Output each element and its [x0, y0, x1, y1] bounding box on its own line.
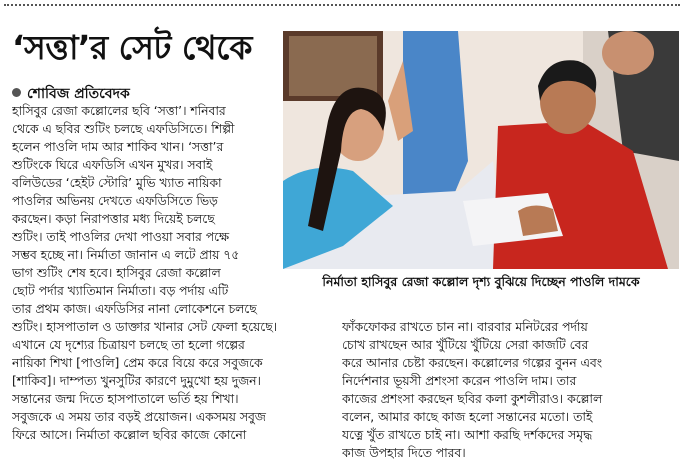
text-line: তার প্রথম কাজ। এফডিসির নানা লোকেশনে চলছে — [12, 302, 257, 316]
bullet-icon — [12, 88, 21, 97]
text-line: ফাঁকফোকর রাখতে চান না। বারবার মনিটরের পর্দায় — [342, 320, 588, 334]
text-line: [শাকিব]। দাম্পত্য খুনসুটির কারণে দুমুখো হয় দুজন। — [12, 374, 261, 388]
byline — [12, 84, 278, 104]
text-line: ভাগ শুটিং শেষ হবে। হাসিবুর রেজা কল্লোল — [12, 266, 221, 280]
article-column-1 — [12, 102, 278, 318]
article-column-wide — [12, 318, 330, 444]
text-line: শুটিং। তাই পাওলির দেখা পাওয়া সবার পক্ষে — [12, 230, 229, 244]
text-line: শুটিংকে ঘিরে এফডিসি এখন মুখর। সবাই — [12, 158, 213, 172]
photo-caption: নির্মাতা হাসিবুর রেজা কল্লোল দৃশ্য বুঝিয়ে দিচ্ছেন পাওলি দামকে — [322, 274, 640, 289]
text-line: করে আনার চেষ্টা করছেন। কল্লোলের গল্পের বুনন এবং — [342, 356, 603, 370]
text-line: হাসিবুর রেজা কল্লোলের ছবি ‘সত্তা’। শনিবার — [12, 104, 226, 118]
text-line: করছেন। কড়া নিরাপত্তার মধ্য দিয়েই চলছে — [12, 212, 215, 226]
text-line: ফিরে আসে। নির্মাতা কল্লোল ছবির কাজে কোনো — [12, 428, 247, 442]
text-line: থেকে এ ছবির শুটিং চলছে এফডিসিতে। শিল্পী — [12, 122, 235, 136]
text-line: হলেন পাওলি দাম আর শাকিব খান। ‘সত্তা’র — [12, 140, 224, 154]
article-headline: ‘সত্তা’র সেট থেকে — [12, 28, 252, 67]
text-line: এখানে যে দৃশ্যের চিত্রায়ণ চলছে তা হলো গল্পের — [12, 338, 245, 352]
text-line: যত্নে খুঁত রাখতে চাই না। আশা করছি দর্শকদের সমৃদ্ধ — [342, 428, 593, 442]
text-line: সম্ভব হচ্ছে না। নির্মাতা জানান এ লটে প্রায় ৭৫ — [12, 248, 240, 262]
text-line: চোখ রাখছেন আর খুঁটিয়ে খুঁটিয়ে সেরা কাজটি বের — [342, 338, 589, 352]
article-photo — [283, 31, 679, 269]
text-line: নায়িকা শিখা [পাওলি] প্রেম করে বিয়ে করে সবুজকে — [12, 356, 263, 370]
photo-illustration — [283, 31, 679, 269]
text-line: পাওলির অভিনয় দেখতে এফডিসিতে ভিড় — [12, 194, 218, 208]
text-line: বলেন, আমার কাছে কাজ হলো সন্তানের মতো। তাই — [342, 410, 593, 424]
article-column-2 — [342, 318, 674, 462]
text-line: শুটিং। হাসপাতাল ও ডাক্তার খানার সেট ফেলা হয়েছে। — [12, 320, 278, 334]
top-dotted-rule — [4, 4, 680, 6]
text-line: কাজ উপহার দিতে পারব। — [342, 446, 466, 460]
text-line: কাজের প্রশংসা করছেন ছবির কলা কুশলীরাও। কল্লোল — [342, 392, 603, 406]
text-line: বলিউডের ‘হেইট স্টোরি’ মুভি খ্যাত নায়িকা — [12, 176, 222, 190]
text-line: নির্দেশনার ভূয়সী প্রশংসা করেন পাওলি দাম। তার — [342, 374, 577, 388]
byline-text: শোবিজ প্রতিবেদক — [27, 86, 130, 102]
text-line: সবুজকে এ সময় তার বড়ই প্রয়োজন। একসময় সবুজ — [12, 410, 266, 424]
text-line: সন্তানের জন্ম দিতে হাসপাতালে ভর্তি হয় শিখা। — [12, 392, 239, 406]
text-line: ছোট পর্দার খ্যাতিমান নির্মাতা। বড় পর্দায় এটি — [12, 284, 229, 298]
